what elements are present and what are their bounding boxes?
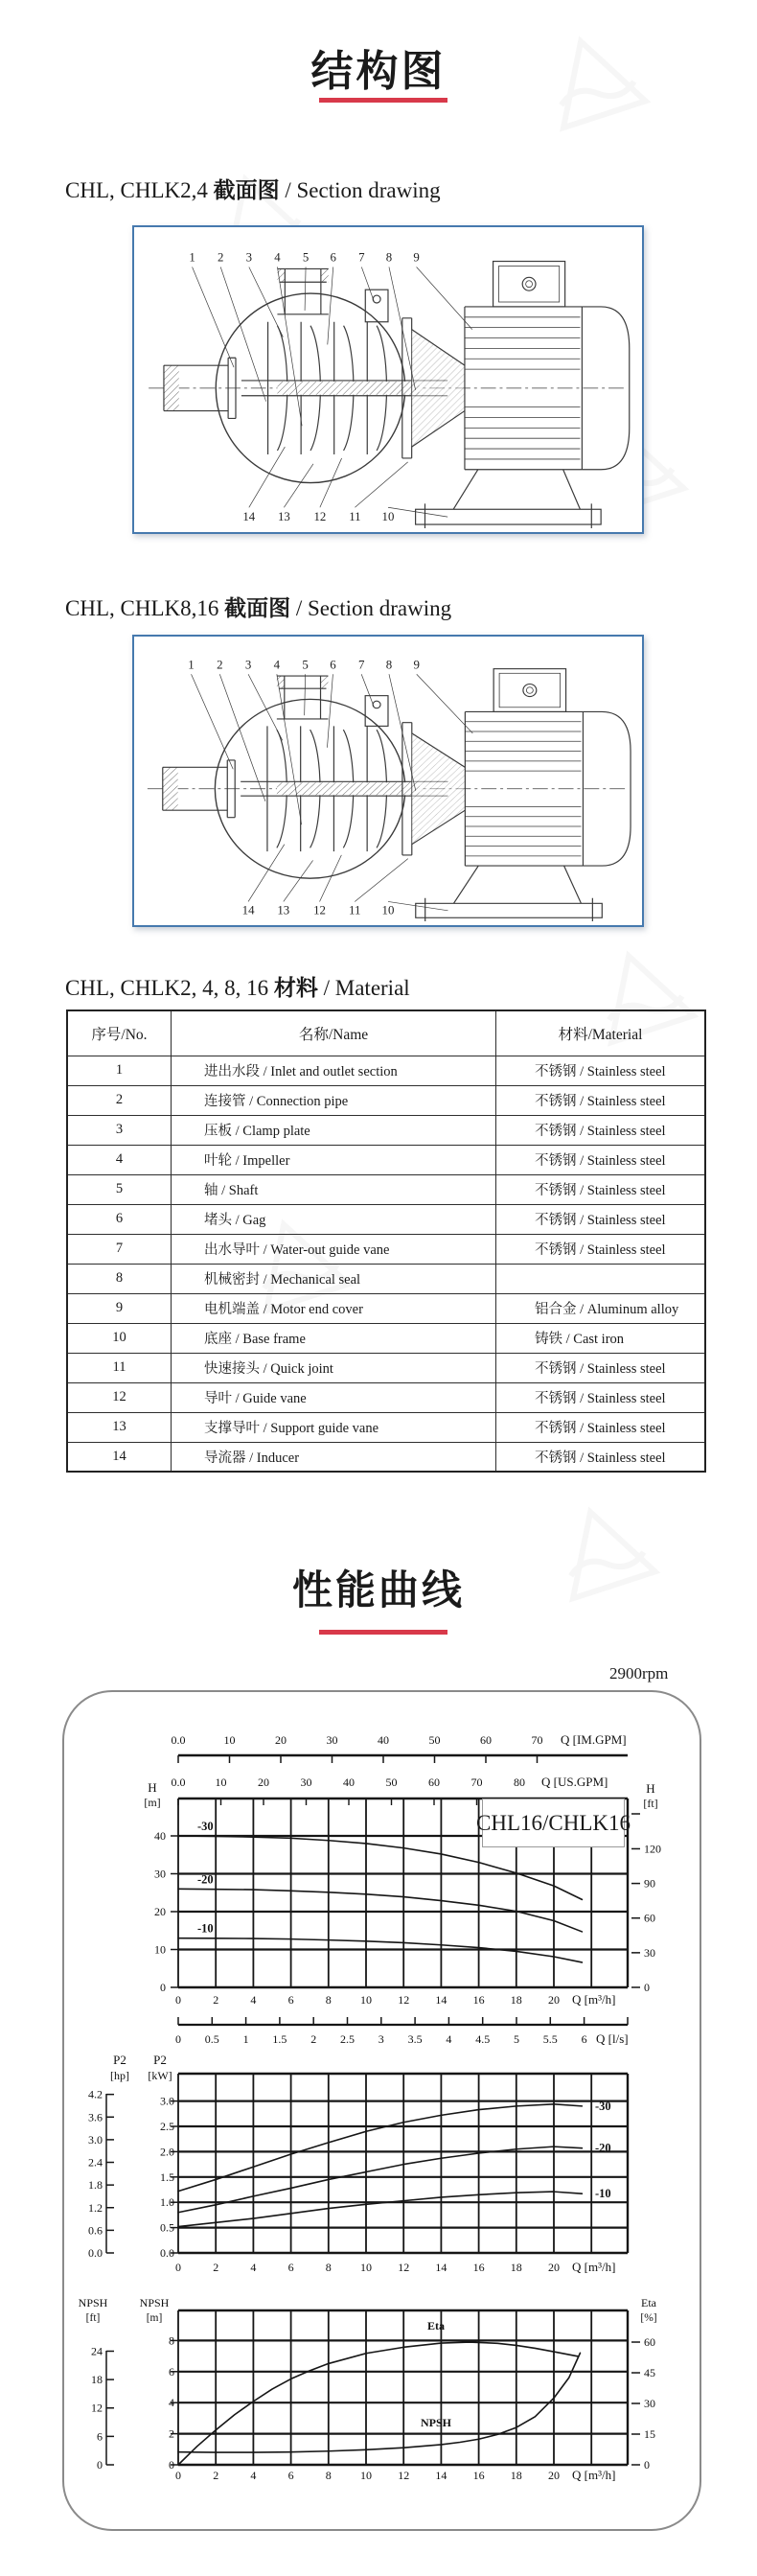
tick-label: 8	[325, 2469, 332, 2482]
curve-label: NPSH	[420, 2416, 452, 2429]
part-material: 不锈钢 / Stainless steel	[496, 1145, 706, 1174]
tick-label: 70	[531, 1733, 543, 1747]
tick-label: 1.8	[88, 2178, 103, 2193]
part-no: 10	[67, 1323, 172, 1353]
curve-label: -20	[197, 1872, 214, 1887]
tick-label: 6	[287, 2261, 294, 2274]
curve-label: -30	[595, 2099, 611, 2113]
page-title-performance: 性能曲线	[291, 1567, 465, 1613]
heading-en: / Section drawing	[290, 596, 452, 620]
heading-en: / Section drawing	[279, 178, 441, 202]
tick-label: 20	[258, 1775, 269, 1789]
tick-label: 2.0	[160, 2145, 174, 2159]
tick-label: 0	[175, 1993, 181, 2007]
axis-title: [hp]	[110, 2069, 129, 2082]
tick-label: 4	[250, 1993, 257, 2007]
tick-label: 2.4	[88, 2155, 103, 2170]
material-table-row	[67, 1085, 705, 1115]
axis-unit-label: Q [l/s]	[596, 2031, 629, 2046]
tick-label: 6	[97, 2429, 103, 2444]
tick-label: 0	[175, 2469, 181, 2482]
tick-label: 12	[398, 1993, 410, 2007]
tick-label: 15	[644, 2427, 655, 2442]
part-no: 14	[67, 1442, 172, 1472]
column-header: 序号/No.	[67, 1010, 172, 1056]
tick-label: 18	[510, 2469, 522, 2482]
part-material: 不锈钢 / Stainless steel	[496, 1204, 706, 1234]
tick-label: 40	[343, 1775, 355, 1789]
tick-label: 3.5	[407, 2032, 423, 2046]
tick-label: 10	[154, 1942, 166, 1957]
tick-label: 12	[398, 2469, 410, 2482]
tick-label: 10	[360, 2469, 372, 2482]
axis-unit-label: Q [m³/h]	[572, 2468, 616, 2482]
material-table-row	[67, 1382, 705, 1412]
part-material	[496, 1264, 706, 1293]
power-curve	[178, 2192, 582, 2226]
heading-model: CHL, CHLK2, 4, 8, 16	[65, 976, 274, 1000]
tick-label: 0.0	[171, 1733, 186, 1747]
material-table-row	[67, 1353, 705, 1382]
material-table-row	[67, 1204, 705, 1234]
tick-label: 0	[175, 2261, 181, 2274]
tick-label: 0	[169, 2458, 174, 2472]
tick-label: 20	[548, 2261, 560, 2274]
tick-label: 30	[644, 2397, 655, 2411]
part-name: 支撑导叶 / Support guide vane	[172, 1412, 496, 1442]
tick-label: 30	[644, 1945, 655, 1960]
part-name: 轴 / Shaft	[172, 1174, 496, 1204]
axis-unit-label: Q [US.GPM]	[541, 1775, 608, 1789]
tick-label: 6	[287, 2469, 294, 2482]
axis-title: P2	[113, 2053, 126, 2067]
part-material: 不锈钢 / Stainless steel	[496, 1085, 706, 1115]
tick-label: 4	[250, 2469, 257, 2482]
material-table-row	[67, 1234, 705, 1264]
tick-label: 14	[435, 1993, 447, 2007]
axis-title: [ft]	[85, 2312, 101, 2324]
tick-label: 3.0	[88, 2132, 103, 2147]
tick-label: 4	[250, 2261, 257, 2274]
tick-label: 40	[154, 1829, 166, 1843]
tick-label: 120	[644, 1842, 661, 1856]
tick-label: 20	[275, 1733, 287, 1747]
part-material: 铸铁 / Cast iron	[496, 1323, 706, 1353]
part-no: 3	[67, 1115, 172, 1145]
column-header: 材料/Material	[496, 1010, 706, 1056]
part-name: 导流器 / Inducer	[172, 1442, 496, 1472]
tick-label: 0	[644, 1981, 650, 1994]
tick-label: 0.6	[88, 2223, 103, 2238]
tick-label: 20	[548, 1993, 560, 2007]
material-table-row	[67, 1174, 705, 1204]
tick-label: 1.5	[272, 2032, 287, 2046]
tick-label: 60	[644, 1911, 655, 1925]
tick-label: 60	[644, 2335, 655, 2350]
tick-label: 0.0	[171, 1775, 186, 1789]
tick-label: 3.6	[88, 2110, 103, 2124]
tick-label: 18	[91, 2373, 103, 2387]
tick-label: 14	[435, 2261, 447, 2274]
tick-label: 3.0	[160, 2094, 174, 2108]
tick-label: 10	[215, 1775, 227, 1789]
curve-label: -20	[595, 2141, 611, 2155]
head-curve	[178, 1889, 582, 1932]
tick-label: 10	[360, 1993, 372, 2007]
part-no: 1	[67, 1056, 172, 1085]
heading-material	[65, 970, 410, 1002]
material-table-header-row	[67, 1010, 705, 1056]
tick-label: 18	[510, 1993, 522, 2007]
part-name: 连接管 / Connection pipe	[172, 1085, 496, 1115]
part-name: 电机端盖 / Motor end cover	[172, 1293, 496, 1323]
material-table-row	[67, 1145, 705, 1174]
tick-label: 8	[325, 2261, 332, 2274]
part-name: 机械密封 / Mechanical seal	[172, 1264, 496, 1293]
material-table-row	[67, 1412, 705, 1442]
heading-drawing-chl816	[65, 591, 451, 622]
tick-label: 6	[581, 2032, 587, 2046]
axis-title: NPSH	[78, 2296, 108, 2309]
tick-label: 4	[446, 2032, 452, 2046]
part-no: 6	[67, 1204, 172, 1234]
curve-label: Eta	[427, 2319, 445, 2332]
tick-label: 60	[480, 1733, 492, 1747]
material-table-row	[67, 1323, 705, 1353]
tick-label: 1	[242, 2032, 249, 2046]
tick-label: 1.5	[160, 2170, 174, 2184]
tick-label: 2.5	[160, 2120, 174, 2133]
tick-label: 12	[398, 2261, 410, 2274]
tick-label: 0	[160, 1981, 166, 1994]
tick-label: 1.2	[88, 2200, 103, 2215]
axis-title: H	[646, 1781, 655, 1796]
tick-label: 2	[213, 2469, 219, 2482]
part-name: 出水导叶 / Water-out guide vane	[172, 1234, 496, 1264]
axis-title: [kW]	[148, 2069, 172, 2082]
tick-label: 20	[548, 2469, 560, 2482]
tick-label: 30	[154, 1867, 166, 1881]
title-underline	[319, 1630, 447, 1635]
tick-label: 0.0	[160, 2246, 174, 2260]
tick-label: 0.0	[88, 2246, 103, 2260]
material-table-row	[67, 1293, 705, 1323]
part-no: 11	[67, 1353, 172, 1382]
part-no: 5	[67, 1174, 172, 1204]
part-no: 4	[67, 1145, 172, 1174]
tick-label: 5.5	[542, 2032, 558, 2046]
heading-model: CHL, CHLK8,16	[65, 596, 225, 620]
section-drawing-chl24	[132, 225, 644, 534]
page-title-structure: 结构图	[310, 48, 447, 95]
axis-title: [m]	[146, 2312, 163, 2324]
material-table-row	[67, 1056, 705, 1085]
tick-label: 45	[644, 2366, 655, 2380]
axis-title: H	[148, 1780, 157, 1795]
tick-label: 2.5	[340, 2032, 355, 2046]
part-material: 不锈钢 / Stainless steel	[496, 1353, 706, 1382]
tick-label: 2	[213, 2261, 219, 2274]
rpm-label: 2900rpm	[609, 1664, 669, 1683]
tick-label: 30	[326, 1733, 338, 1747]
part-name: 进出水段 / Inlet and outlet section	[172, 1056, 496, 1085]
part-no: 13	[67, 1412, 172, 1442]
curve-model-label: CHL16/CHLK16	[482, 1799, 625, 1847]
tick-label: 18	[510, 2261, 522, 2274]
axis-title: NPSH	[139, 2296, 170, 2309]
axis-title: P2	[153, 2053, 167, 2067]
part-name: 快速接头 / Quick joint	[172, 1353, 496, 1382]
curve-label: -30	[197, 1820, 214, 1833]
part-no: 9	[67, 1293, 172, 1323]
axis-title: [ft]	[643, 1797, 658, 1810]
tick-label: 8	[169, 2333, 174, 2348]
material-table-row	[67, 1264, 705, 1293]
material-table	[66, 1010, 706, 1473]
heading-cn: 截面图	[224, 595, 291, 620]
title-underline	[319, 98, 447, 103]
tick-label: 14	[435, 2469, 447, 2482]
tick-label: 10	[360, 2261, 372, 2274]
tick-label: 90	[644, 1876, 655, 1891]
tick-label: 6	[169, 2364, 174, 2379]
section-drawing-chl816	[132, 635, 644, 927]
tick-label: 60	[428, 1775, 440, 1789]
part-material: 不锈钢 / Stainless steel	[496, 1382, 706, 1412]
tick-label: 5	[514, 2032, 519, 2046]
tick-label: 30	[300, 1775, 312, 1789]
tick-label: 8	[325, 1993, 332, 2007]
part-name: 堵头 / Gag	[172, 1204, 496, 1234]
part-material: 不锈钢 / Stainless steel	[496, 1412, 706, 1442]
tick-label: 50	[428, 1733, 441, 1747]
part-no: 7	[67, 1234, 172, 1264]
heading-en: / Material	[317, 976, 410, 1000]
tick-label: 20	[154, 1905, 166, 1918]
heading-drawing-chl24	[65, 173, 441, 204]
axis-unit-label: Q [IM.GPM]	[561, 1732, 627, 1747]
material-table-row	[67, 1115, 705, 1145]
tick-label: 40	[378, 1733, 389, 1747]
column-header: 名称/Name	[172, 1010, 496, 1056]
material-table-row	[67, 1442, 705, 1472]
axis-title: [m]	[144, 1796, 161, 1809]
tick-label: 10	[223, 1733, 236, 1747]
heading-cn: 材料	[273, 975, 318, 1000]
tick-label: 4	[169, 2396, 174, 2410]
axis-title: [%]	[640, 2312, 657, 2324]
heading-cn: 截面图	[213, 177, 280, 202]
part-no: 12	[67, 1382, 172, 1412]
part-material: 不锈钢 / Stainless steel	[496, 1442, 706, 1472]
power-curve	[178, 2104, 582, 2192]
part-name: 导叶 / Guide vane	[172, 1382, 496, 1412]
tick-label: 0.5	[160, 2220, 174, 2235]
part-material: 不锈钢 / Stainless steel	[496, 1056, 706, 1085]
curve-label: -10	[595, 2187, 611, 2201]
tick-label: 2	[310, 2032, 317, 2046]
tick-label: 6	[287, 1993, 294, 2007]
part-material: 铝合金 / Aluminum alloy	[496, 1293, 706, 1323]
part-name: 叶轮 / Impeller	[172, 1145, 496, 1174]
tick-label: 0	[97, 2458, 103, 2472]
tick-label: 12	[91, 2401, 103, 2415]
part-name: 压板 / Clamp plate	[172, 1115, 496, 1145]
tick-label: 16	[472, 1993, 485, 2007]
curve-label: -10	[197, 1921, 214, 1936]
tick-label: 0	[644, 2458, 650, 2472]
tick-label: 80	[514, 1775, 525, 1789]
axis-unit-label: Q [m³/h]	[572, 2260, 616, 2274]
part-no: 8	[67, 1264, 172, 1293]
axis-unit-label: Q [m³/h]	[572, 1992, 616, 2007]
tick-label: 3	[378, 2032, 384, 2046]
tick-label: 16	[472, 2261, 485, 2274]
tick-label: 1.0	[160, 2195, 174, 2210]
tick-label: 4.2	[88, 2087, 103, 2101]
pump-section-drawing	[134, 637, 638, 921]
tick-label: 2	[213, 1993, 219, 2007]
part-no: 2	[67, 1085, 172, 1115]
part-material: 不锈钢 / Stainless steel	[496, 1234, 706, 1264]
axis-title: Eta	[641, 2296, 656, 2309]
tick-label: 4.5	[475, 2032, 491, 2046]
tick-label: 24	[91, 2344, 103, 2358]
part-material: 不锈钢 / Stainless steel	[496, 1174, 706, 1204]
tick-label: 50	[385, 1775, 398, 1789]
tick-label: 70	[470, 1775, 483, 1789]
pump-section-drawing	[134, 227, 638, 528]
tick-label: 0	[175, 2032, 181, 2046]
tick-label: 16	[472, 2469, 485, 2482]
part-material: 不锈钢 / Stainless steel	[496, 1115, 706, 1145]
tick-label: 0.5	[204, 2032, 219, 2046]
heading-model: CHL, CHLK2,4	[65, 178, 214, 202]
part-name: 底座 / Base frame	[172, 1323, 496, 1353]
tick-label: 2	[169, 2426, 174, 2441]
